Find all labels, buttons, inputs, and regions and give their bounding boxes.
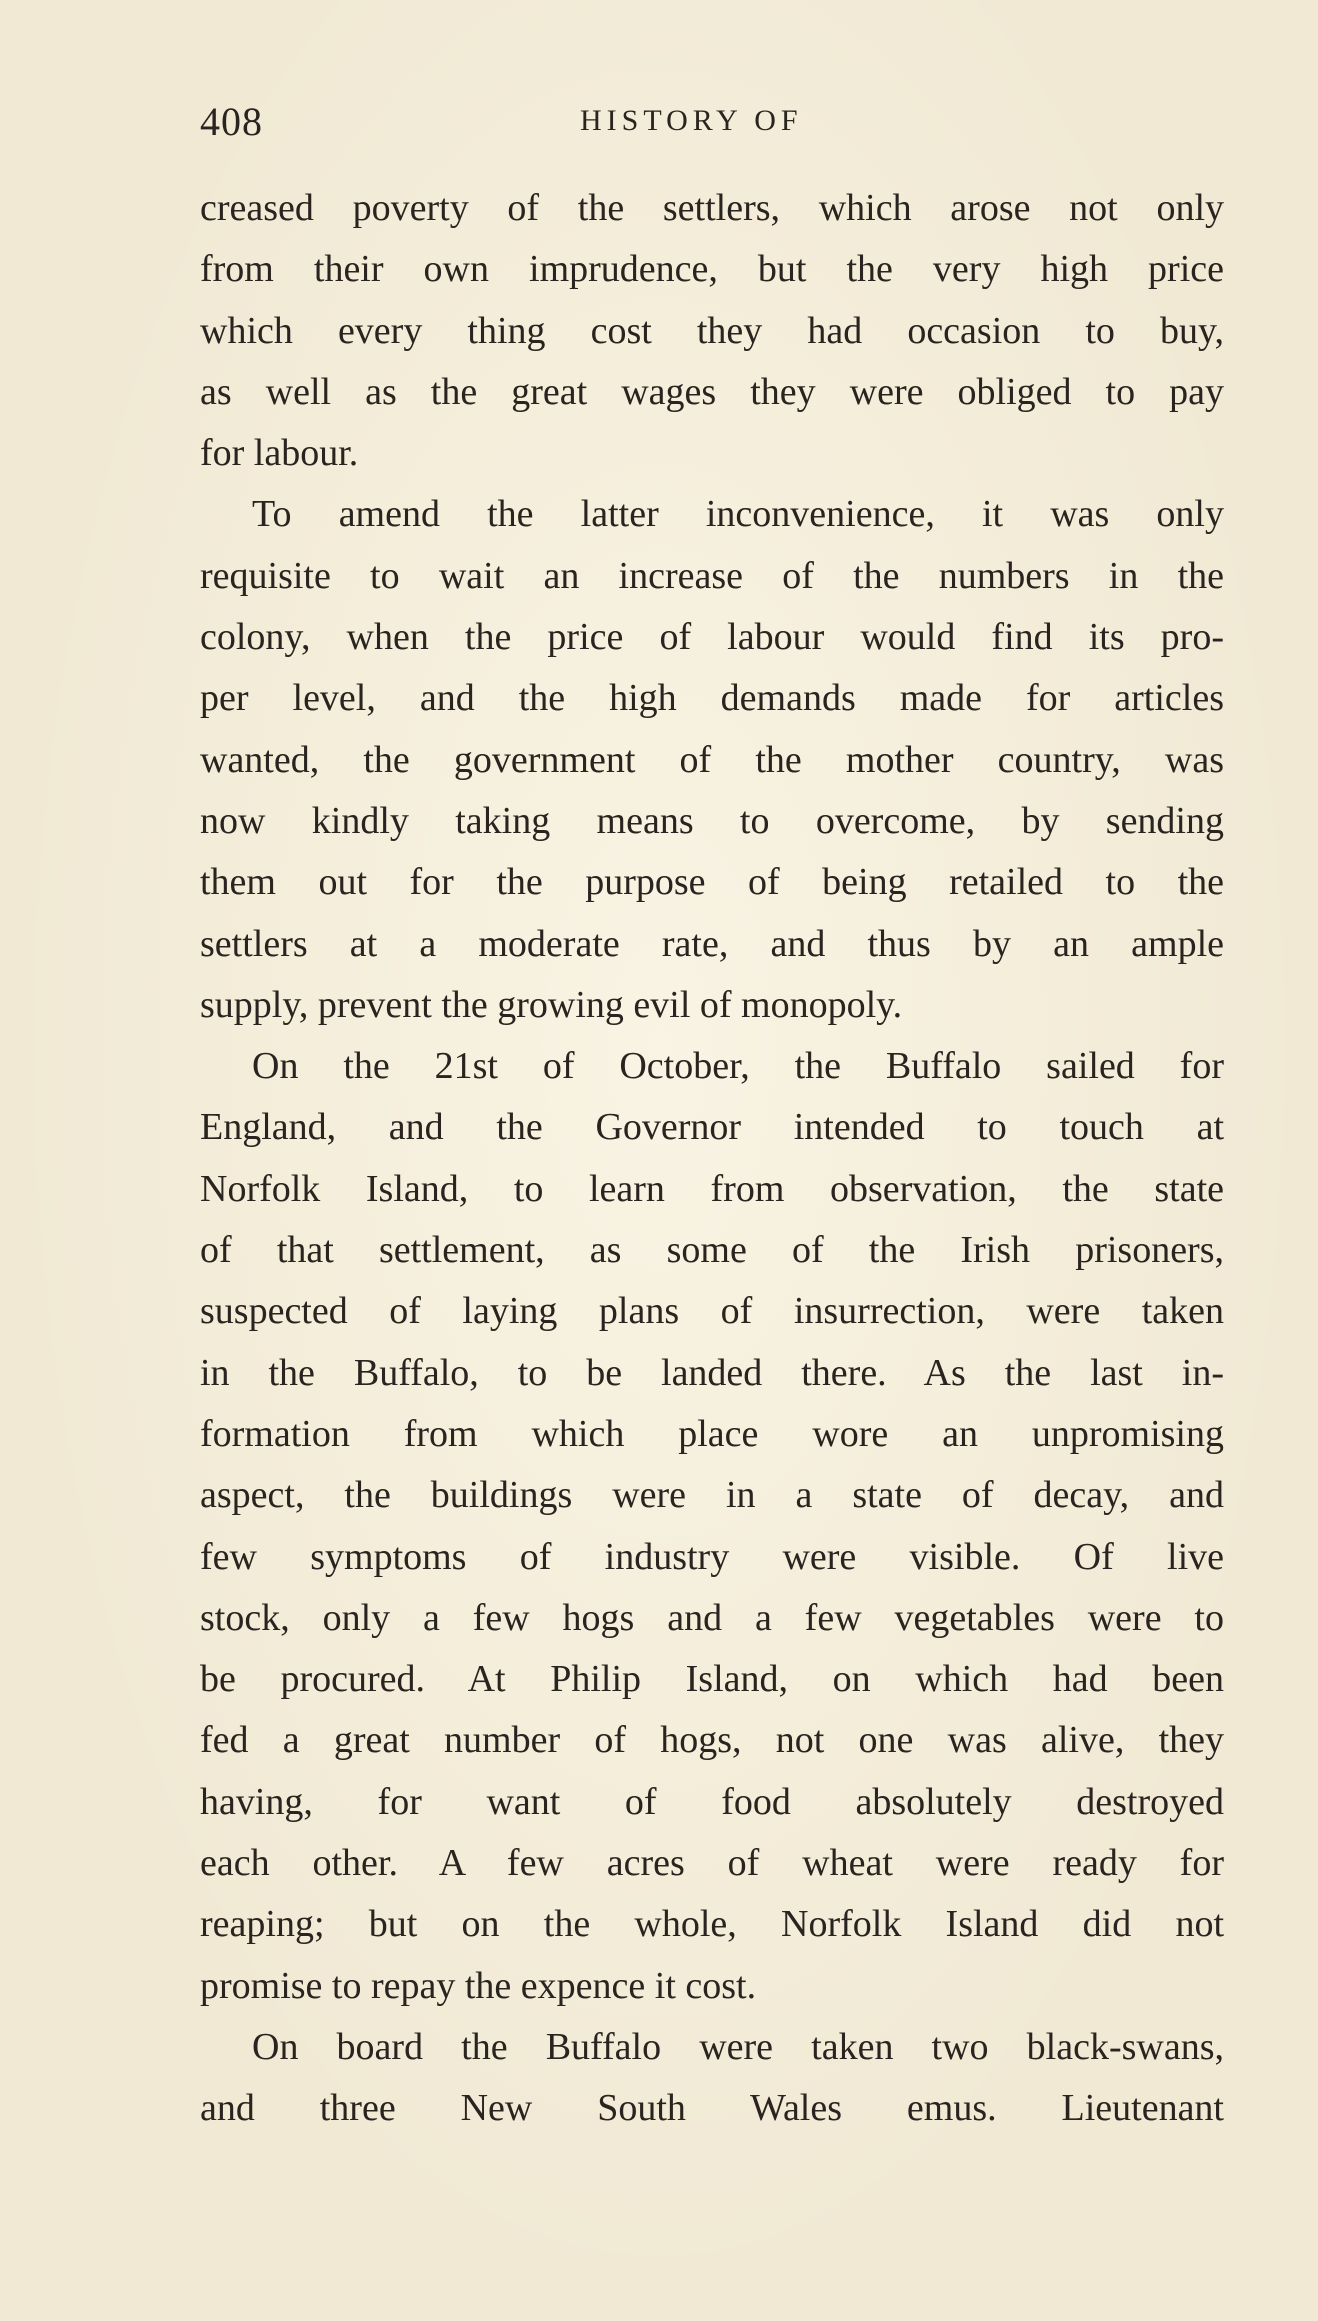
page-header <box>200 98 1240 148</box>
text-line: and three New South Wales emus. Lieutenant <box>200 2087 1224 2130</box>
text-line: settlers at a moderate rate, and thus by an ample <box>200 922 1224 965</box>
text-line: which every thing cost they had occasion to buy, <box>200 309 1224 352</box>
text-line: them out for the purpose of being retailed to the <box>200 861 1224 904</box>
text-line: colony, when the price of labour would find its pro- <box>200 616 1224 659</box>
text-line: each other. A few acres of wheat were ready for <box>200 1842 1224 1885</box>
text-line: be procured. At Philip Island, on which had been <box>200 1658 1224 1701</box>
text-line: of that settlement, as some of the Irish prisoners, <box>200 1229 1224 1272</box>
text-line: England, and the Governor intended to touch at <box>200 1106 1224 1149</box>
text-line: aspect, the buildings were in a state of decay, and <box>200 1474 1224 1517</box>
body-text <box>200 178 1224 2140</box>
text-line: for labour. <box>200 432 359 475</box>
text-line: as well as the great wages they were obliged to pay <box>200 370 1224 413</box>
text-line: fed a great number of hogs, not one was alive, they <box>200 1719 1224 1762</box>
text-line: supply, prevent the growing evil of monopoly. <box>200 983 903 1026</box>
text-line: per level, and the high demands made for articles <box>200 677 1224 720</box>
text-line: Norfolk Island, to learn from observation, the state <box>200 1167 1224 1210</box>
text-line: now kindly taking means to overcome, by sending <box>200 799 1224 842</box>
text-line: few symptoms of industry were visible. Of live <box>200 1535 1224 1578</box>
text-line: having, for want of food absolutely destroyed <box>200 1780 1224 1823</box>
text-line: reaping; but on the whole, Norfolk Island did not <box>200 1903 1224 1946</box>
text-line: On the 21st of October, the Buffalo sailed for <box>252 1045 1224 1088</box>
text-line: On board the Buffalo were taken two black-swans, <box>252 2025 1224 2068</box>
page-number: 408 <box>200 99 263 144</box>
text-line: creased poverty of the settlers, which arose not only <box>200 187 1224 229</box>
running-head: HISTORY OF <box>580 104 803 137</box>
text-line: from their own imprudence, but the very high price <box>200 248 1224 291</box>
text-line: To amend the latter inconvenience, it was only <box>252 493 1224 536</box>
text-line: requisite to wait an increase of the numbers in the <box>200 554 1224 597</box>
text-line: formation from which place wore an unpromising <box>200 1412 1224 1455</box>
text-line: in the Buffalo, to be landed there. As the last in- <box>200 1351 1224 1394</box>
text-line: promise to repay the expence it cost. <box>200 1964 757 2007</box>
text-line: wanted, the government of the mother country, was <box>200 738 1224 781</box>
text-line: stock, only a few hogs and a few vegetables were to <box>200 1596 1224 1639</box>
text-line: suspected of laying plans of insurrection, were taken <box>200 1290 1224 1333</box>
